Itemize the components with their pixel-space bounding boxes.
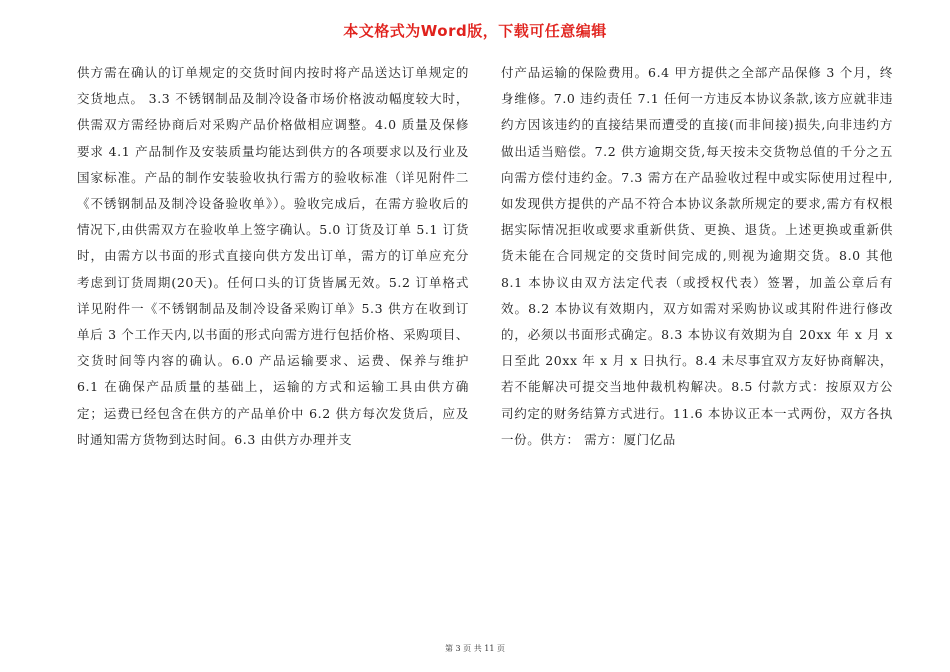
right-text-column: [501, 60, 893, 580]
page-number: 第 3 页 共 11 页: [445, 644, 505, 653]
left-column-paragraph: 供方需在确认的订单规定的交货时间内按时将产品送达订单规定的交货地点。 3.3 不锈钢制品及制冷设备市场价格波动幅度较大时，供需双方需经协商后对采购产品价格做相应调整。4.0 质量及保修要求 4.1 产品制作及安装质量均能达到供方的各项要求以及行业及国家标准。产品的制作安装验收执行需方的验收标准（详见附件二 《不锈钢制品及制冷设备验收单》）。验收完成后，在需方验收后的情况下,由供需双方在验收单上签字确认。5.0 订货及订单 5.1 订货时，由需方以书面的形式直接向供方发出订单，需方的订单应充分考虑到订货周期(20天)。任何口头的订货皆属无效。5.2 订单格式详见附件一《不锈钢制品及制冷设备采购订单》5.3 供方在收到订单后 3 个工作天内,以书面的形式向需方进行包括价格、采购项目、交货时间等内容的确认。6.0 产品运输要求、运费、保养与维护 6.1 在确保产品质量的基础上，运输的方式和运输工具由供方确定；运费已经包含在供方的产品单价中 6.2 供方每次发货后，应及时通知需方货物到达时间。6.3 由供方办理并支: [77, 65, 469, 447]
right-column-paragraph: 付产品运输的保险费用。6.4 甲方提供之全部产品保修 3 个月，终身维修。7.0 违约责任 7.1 任何一方违反本协议条款,该方应就非违约方因该违约的直接结果而遭受的直接(而非间接)损失,向非违约方做出适当赔偿。7.2 供方逾期交货,每天按未交货物总值的千分之五向需方偿付违约金。7.3 需方在产品验收过程中或实际使用过程中,如发现供方提供的产品不符合本协议条款所规定的要求,需方有权根据实际情况拒收或要求重新供货、更换、退货。上述更换或重新供货未能在合同规定的交货时间完成的,则视为逾期交货。8.0 其他 8.1 本协议由双方法定代表（或授权代表）签署，加盖公章后有效。8.2 本协议有效期内，双方如需对采购协议或其附件进行修改的，必须以书面形式确定。8.3 本协议有效期为自 20xx 年 x 月 x 日至此 20xx 年 x 月 x 日执行。8.4 未尽事宜双方友好协商解决，若不能解决可提交当地仲裁机构解决。8.5 付款方式：按原双方公司约定的财务结算方式进行。11.6 本协议正本一式两份，双方各执一份。供方： 需方：厦门亿品: [501, 65, 893, 447]
word-format-banner: 本文格式为Word版，下载可任意编辑: [343, 22, 607, 40]
left-text-column: [77, 60, 469, 580]
